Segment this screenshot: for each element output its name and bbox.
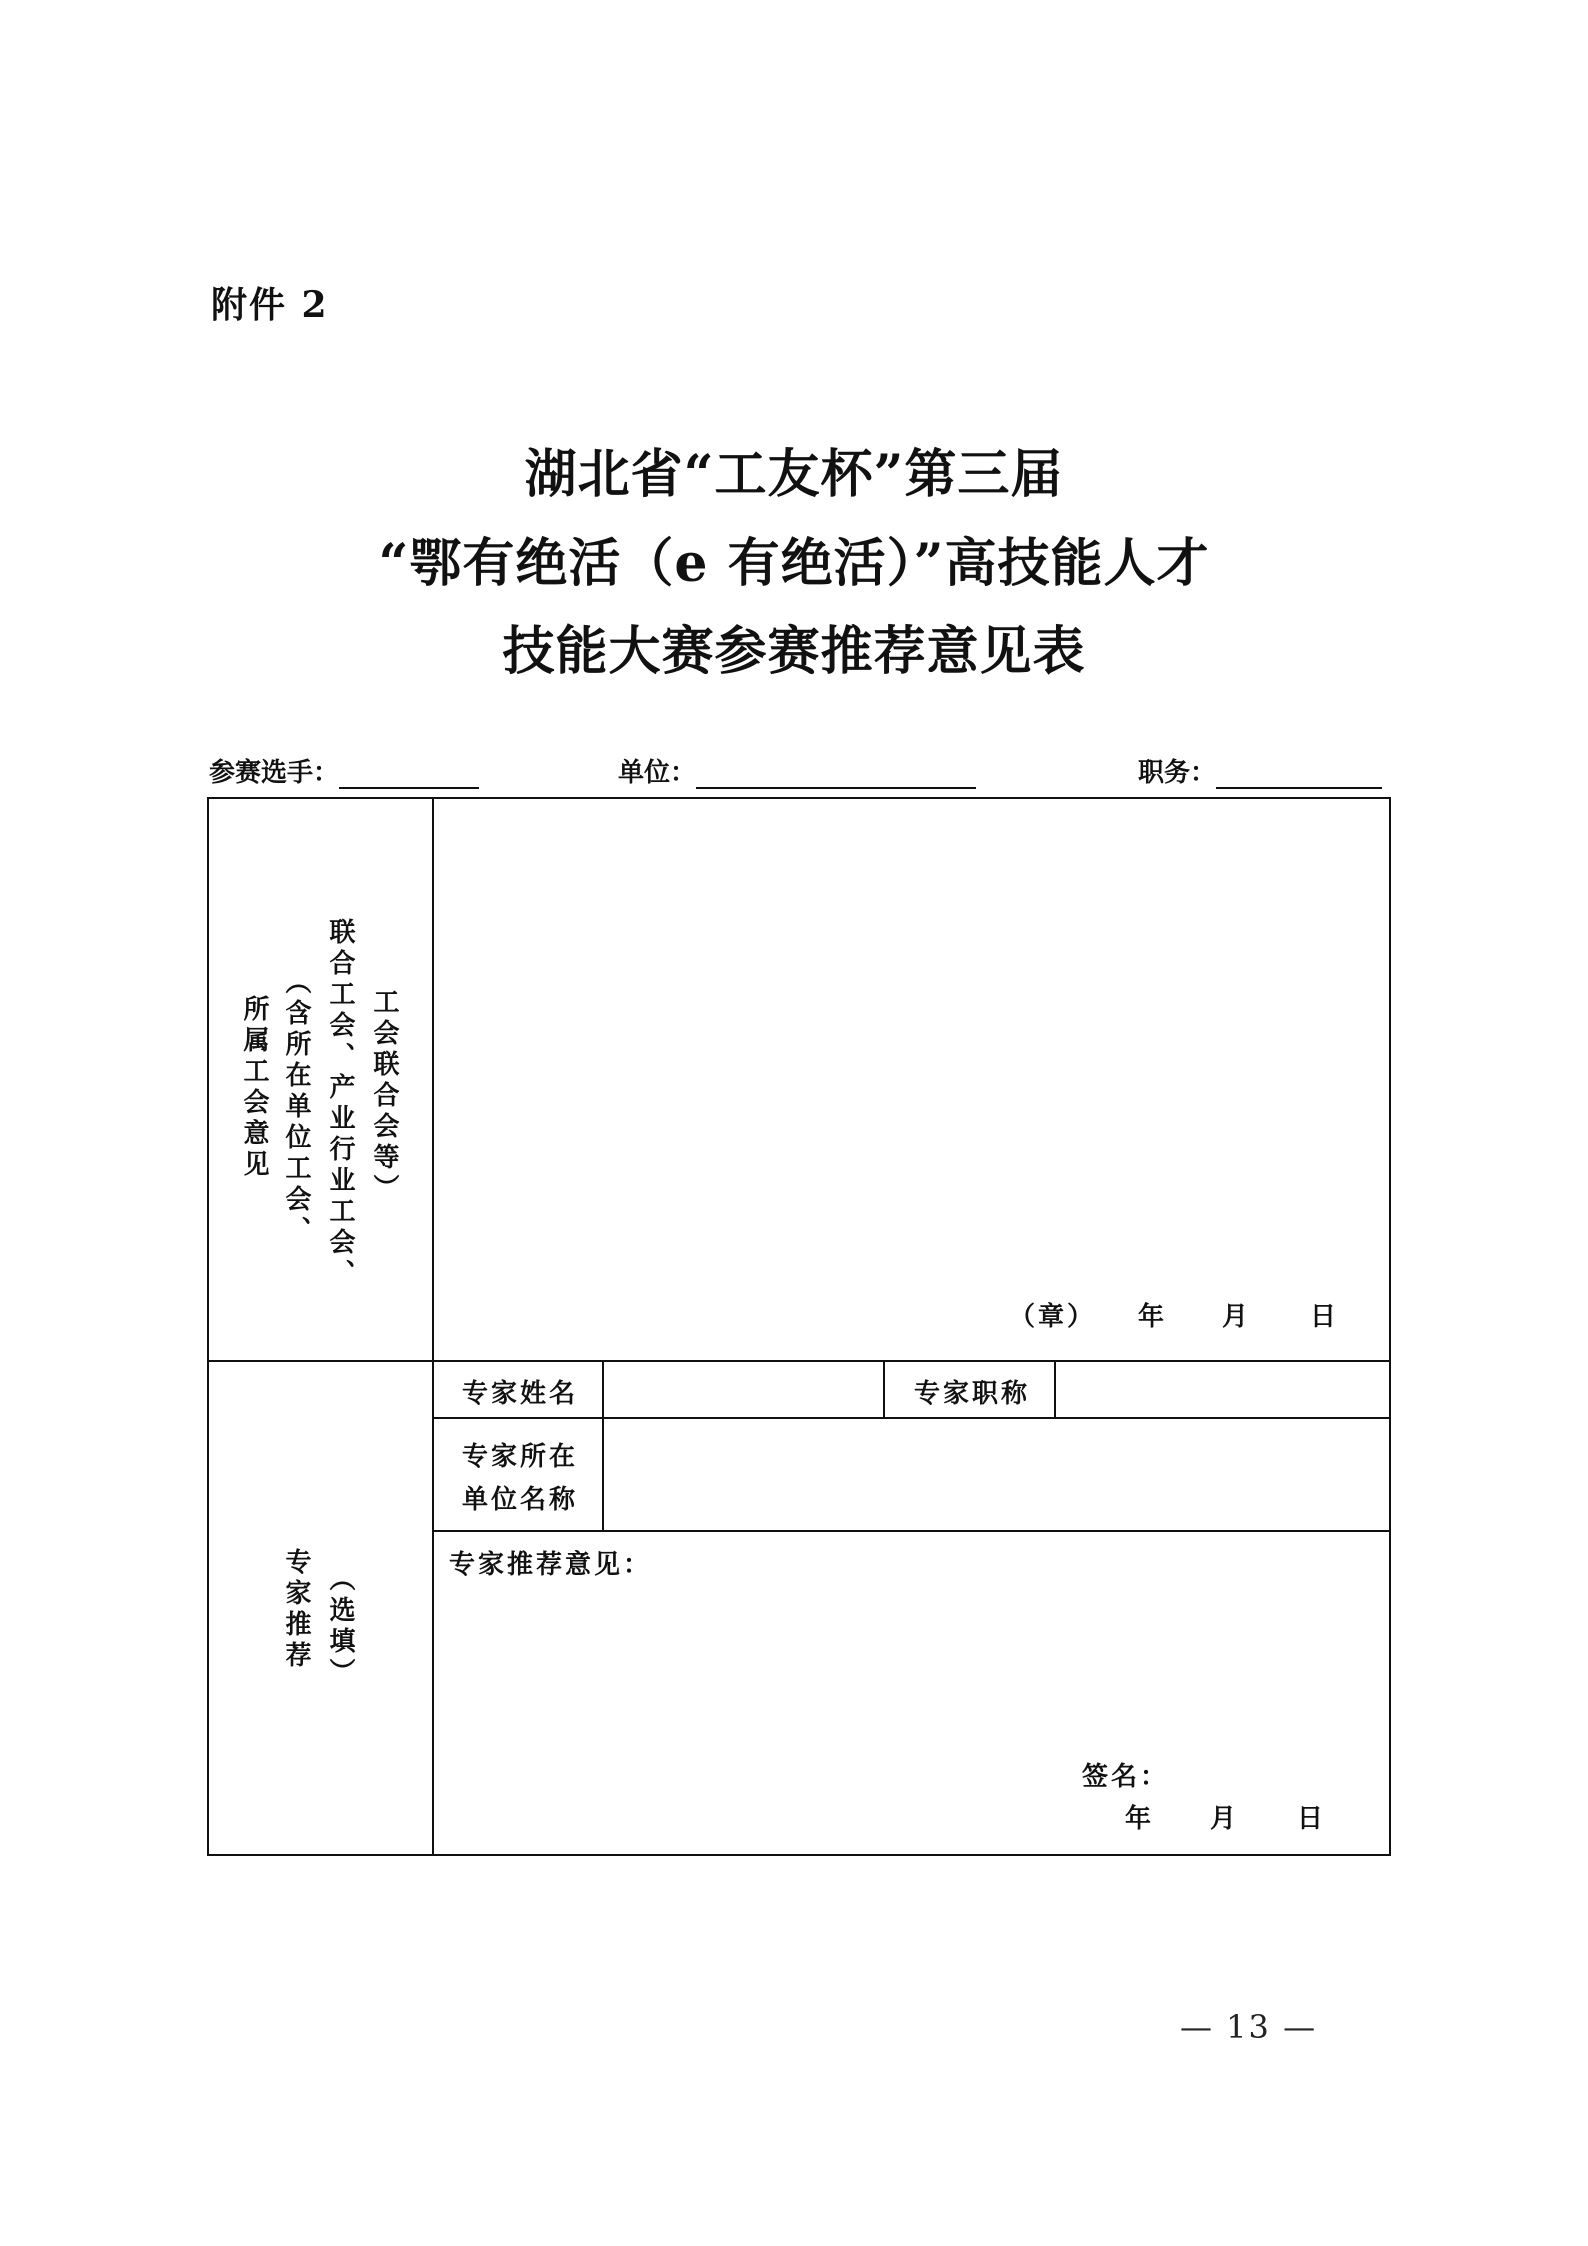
expert-name-value-divider [883,1360,885,1418]
attachment-label: 附件 2 [211,284,329,326]
position-field [1138,752,1382,788]
union-day-label: 日 [1310,1302,1340,1332]
union-month-label: 月 [1222,1302,1252,1332]
expert-name-input[interactable] [604,1362,883,1417]
contestant-field [209,752,479,788]
expert-opinion-label: 专家推荐意见： [449,1550,653,1580]
unit-blank[interactable] [696,757,976,789]
expert-label-col2: （选填） [325,1565,355,1689]
union-label-col1: 所属工会意见 [239,995,269,1181]
title-line-2: “鄂有绝活（e 有绝活）”高技能人才 [378,533,1210,594]
expert-title-input[interactable] [1056,1362,1389,1417]
expert-signature-label: 签名： [1082,1762,1170,1792]
expert-unit-input[interactable] [604,1419,1389,1530]
union-label-col2: （含所在单位工会、 [281,968,311,1247]
union-year-label: 年 [1138,1302,1168,1332]
table-border-bottom [207,1854,1391,1856]
union-seal-label: （章） [1009,1302,1097,1332]
position-blank[interactable] [1216,757,1382,789]
table-border-right [1389,797,1391,1856]
title-line-1: 湖北省“工友杯”第三届 [524,444,1064,505]
expert-row-divider-2 [432,1530,1391,1532]
expert-year-label: 年 [1125,1804,1155,1834]
expert-label-col1: 专家推荐 [281,1548,311,1672]
union-opinion-area[interactable] [434,799,1389,1360]
union-label-col4: 工会联合会等） [369,988,399,1205]
unit-label: 单位： [618,758,697,788]
contestant-label: 参赛选手： [209,758,340,788]
expert-name-label: 专家姓名 [462,1379,579,1409]
position-label: 职务： [1138,758,1217,788]
unit-field [618,752,976,788]
expert-opinion-area[interactable] [434,1590,1389,1750]
expert-month-label: 月 [1210,1804,1240,1834]
page-number: — 13 — [1180,2008,1318,2046]
expert-day-label: 日 [1297,1804,1327,1834]
contestant-blank[interactable] [339,757,479,789]
expert-unit-label-line2: 单位名称 [462,1485,579,1515]
union-label-col3: 联合工会、产业行业工会、 [325,918,355,1290]
table-border-left [207,797,209,1856]
title-line-3: 技能大赛参赛推荐意见表 [502,621,1086,682]
expert-unit-label-line1: 专家所在 [462,1442,579,1472]
expert-title-label: 专家职称 [914,1379,1031,1409]
